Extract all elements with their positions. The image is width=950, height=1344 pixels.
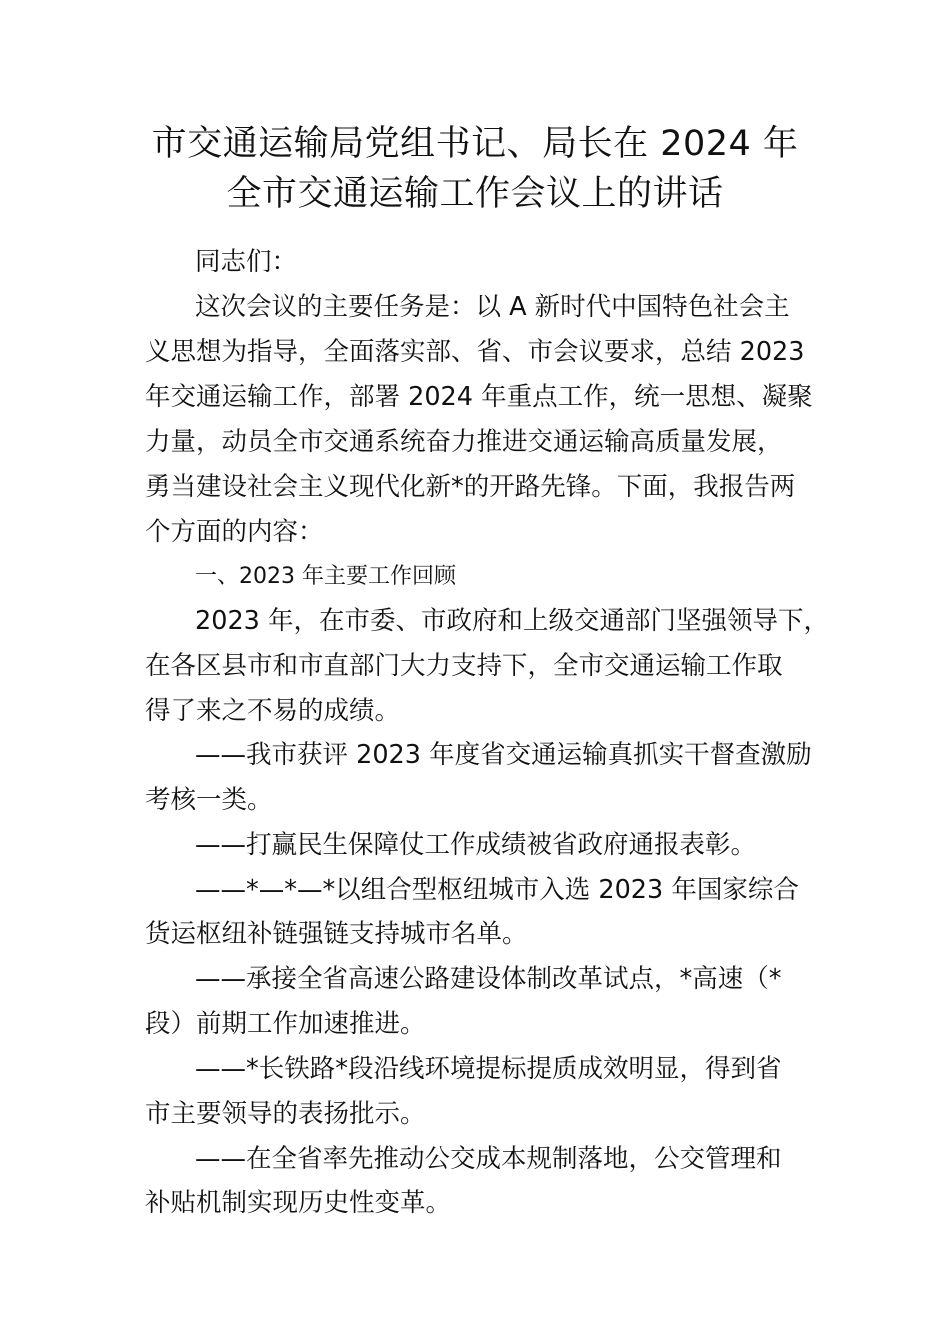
achievement-item: ——承接全省高速公路建设体制改革试点，*高速（* bbox=[195, 964, 782, 994]
paragraph-line: 勇当建设社会主义现代化新*的开路先锋。下面，我报告两 bbox=[145, 472, 796, 502]
section-heading: 一、2023 年主要工作回顾 bbox=[195, 564, 456, 589]
achievement-item: ——*—*—*以组合型枢纽城市入选 2023 年国家综合 bbox=[195, 875, 799, 905]
achievement-item-cont: 段）前期工作加速推进。 bbox=[145, 1009, 426, 1039]
paragraph-line: 得了来之不易的成绩。 bbox=[145, 696, 401, 726]
achievement-item: ——打赢民生保障仗工作成绩被省政府通报表彰。 bbox=[195, 830, 757, 860]
paragraph-line: 这次会议的主要任务是：以 A 新时代中国特色社会主 bbox=[195, 292, 790, 322]
paragraph-line: 年交通运输工作，部署 2024 年重点工作，统一思想、凝聚 bbox=[145, 382, 813, 412]
document-title-line-1: 市交通运输局党组书记、局长在 2024 年 bbox=[151, 124, 799, 164]
achievement-item-cont: 补贴机制实现历史性变革。 bbox=[145, 1188, 452, 1218]
salutation: 同志们： bbox=[195, 247, 298, 277]
paragraph-line: 2023 年，在市委、市政府和上级交通部门坚强领导下， bbox=[195, 606, 830, 636]
document-title-line-2: 全市交通运输工作会议上的讲话 bbox=[226, 174, 724, 214]
paragraph-line: 在各区县市和市直部门大力支持下，全市交通运输工作取 bbox=[145, 651, 783, 681]
paragraph-line: 个方面的内容： bbox=[145, 517, 324, 547]
achievement-item-cont: 货运枢纽补链强链支持城市名单。 bbox=[145, 919, 528, 949]
achievement-item: ——*长铁路*段沿线环境提标提质成效明显，得到省 bbox=[195, 1054, 782, 1084]
paragraph-line: 义思想为指导，全面落实部、省、市会议要求，总结 2023 bbox=[145, 337, 805, 367]
paragraph-line: 力量，动员全市交通系统奋力推进交通运输高质量发展， bbox=[145, 427, 783, 457]
achievement-item: ——在全省率先推动公交成本规制落地，公交管理和 bbox=[195, 1144, 782, 1174]
achievement-item-cont: 考核一类。 bbox=[145, 785, 273, 815]
achievement-item: ——我市获评 2023 年度省交通运输真抓实干督查激励 bbox=[195, 740, 812, 770]
achievement-item-cont: 市主要领导的表扬批示。 bbox=[145, 1099, 426, 1129]
